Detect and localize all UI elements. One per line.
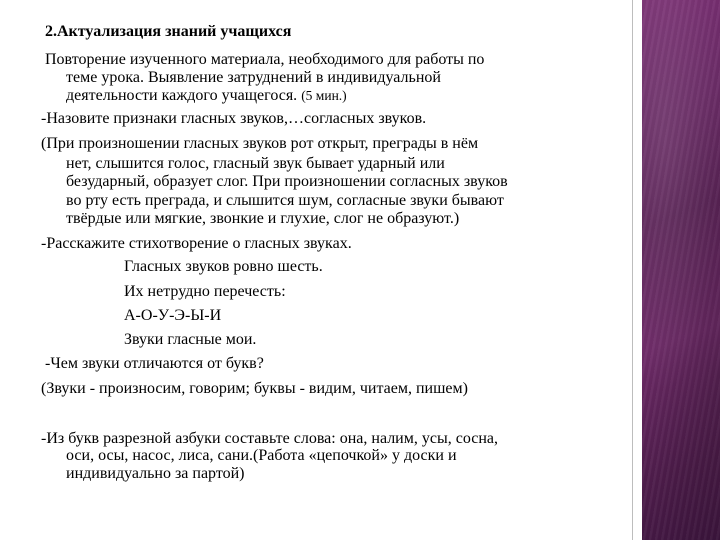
question-3: -Чем звуки отличаются от букв? <box>45 355 264 372</box>
intro-line-1: Повторение изученного материала, необходимого для работы по <box>45 51 485 68</box>
question-1: -Назовите признаки гласных звуков,…согласных звуков. <box>41 110 427 127</box>
poem-line-2: Их нетрудно перечесть: <box>124 283 286 300</box>
decorative-side-panel <box>642 0 720 540</box>
answer-1-line-3: безударный, образует слог. При произношении согласных звуков <box>66 173 508 190</box>
answer-1-line-4: во рту есть преграда, и слышится шум, согласные звуки бывают <box>66 192 504 209</box>
time-note: (5 мин.) <box>301 88 347 103</box>
task-line-2: оси, осы, насос, лиса, сани.(Работа «цепочкой» у доски и <box>66 447 457 464</box>
poem-line-1: Гласных звуков ровно шесть. <box>124 258 323 275</box>
intro-line-2: теме урока. Выявление затруднений в индивидуальной <box>66 69 441 86</box>
divider-line <box>632 0 633 540</box>
intro-line-3 <box>66 87 347 105</box>
task-line-3: индивидуально за партой) <box>66 465 245 482</box>
intro-line-3-text: деятельности каждого учащегося. <box>66 87 302 104</box>
slide-heading: 2.Актуализация знаний учащихся <box>45 23 292 40</box>
poem-line-4: Звуки гласные мои. <box>124 331 257 348</box>
poem-line-3: А-О-У-Э-Ы-И <box>124 307 222 324</box>
answer-1-line-5: твёрдые или мягкие, звонкие и глухие, слог не образуют.) <box>66 210 460 227</box>
answer-3: (Звуки - произносим, говорим; буквы - видим, читаем, пишем) <box>41 380 468 397</box>
question-2: -Расскажите стихотворение о гласных звуках. <box>41 235 352 252</box>
task-line-1: -Из букв разрезной азбуки составьте слова: она, налим, усы, сосна, <box>41 430 498 447</box>
answer-1-line-1: (При произношении гласных звуков рот открыт, преграды в нём <box>41 135 479 152</box>
answer-1-line-2: нет, слышится голос, гласный звук бывает ударный или <box>66 155 445 172</box>
